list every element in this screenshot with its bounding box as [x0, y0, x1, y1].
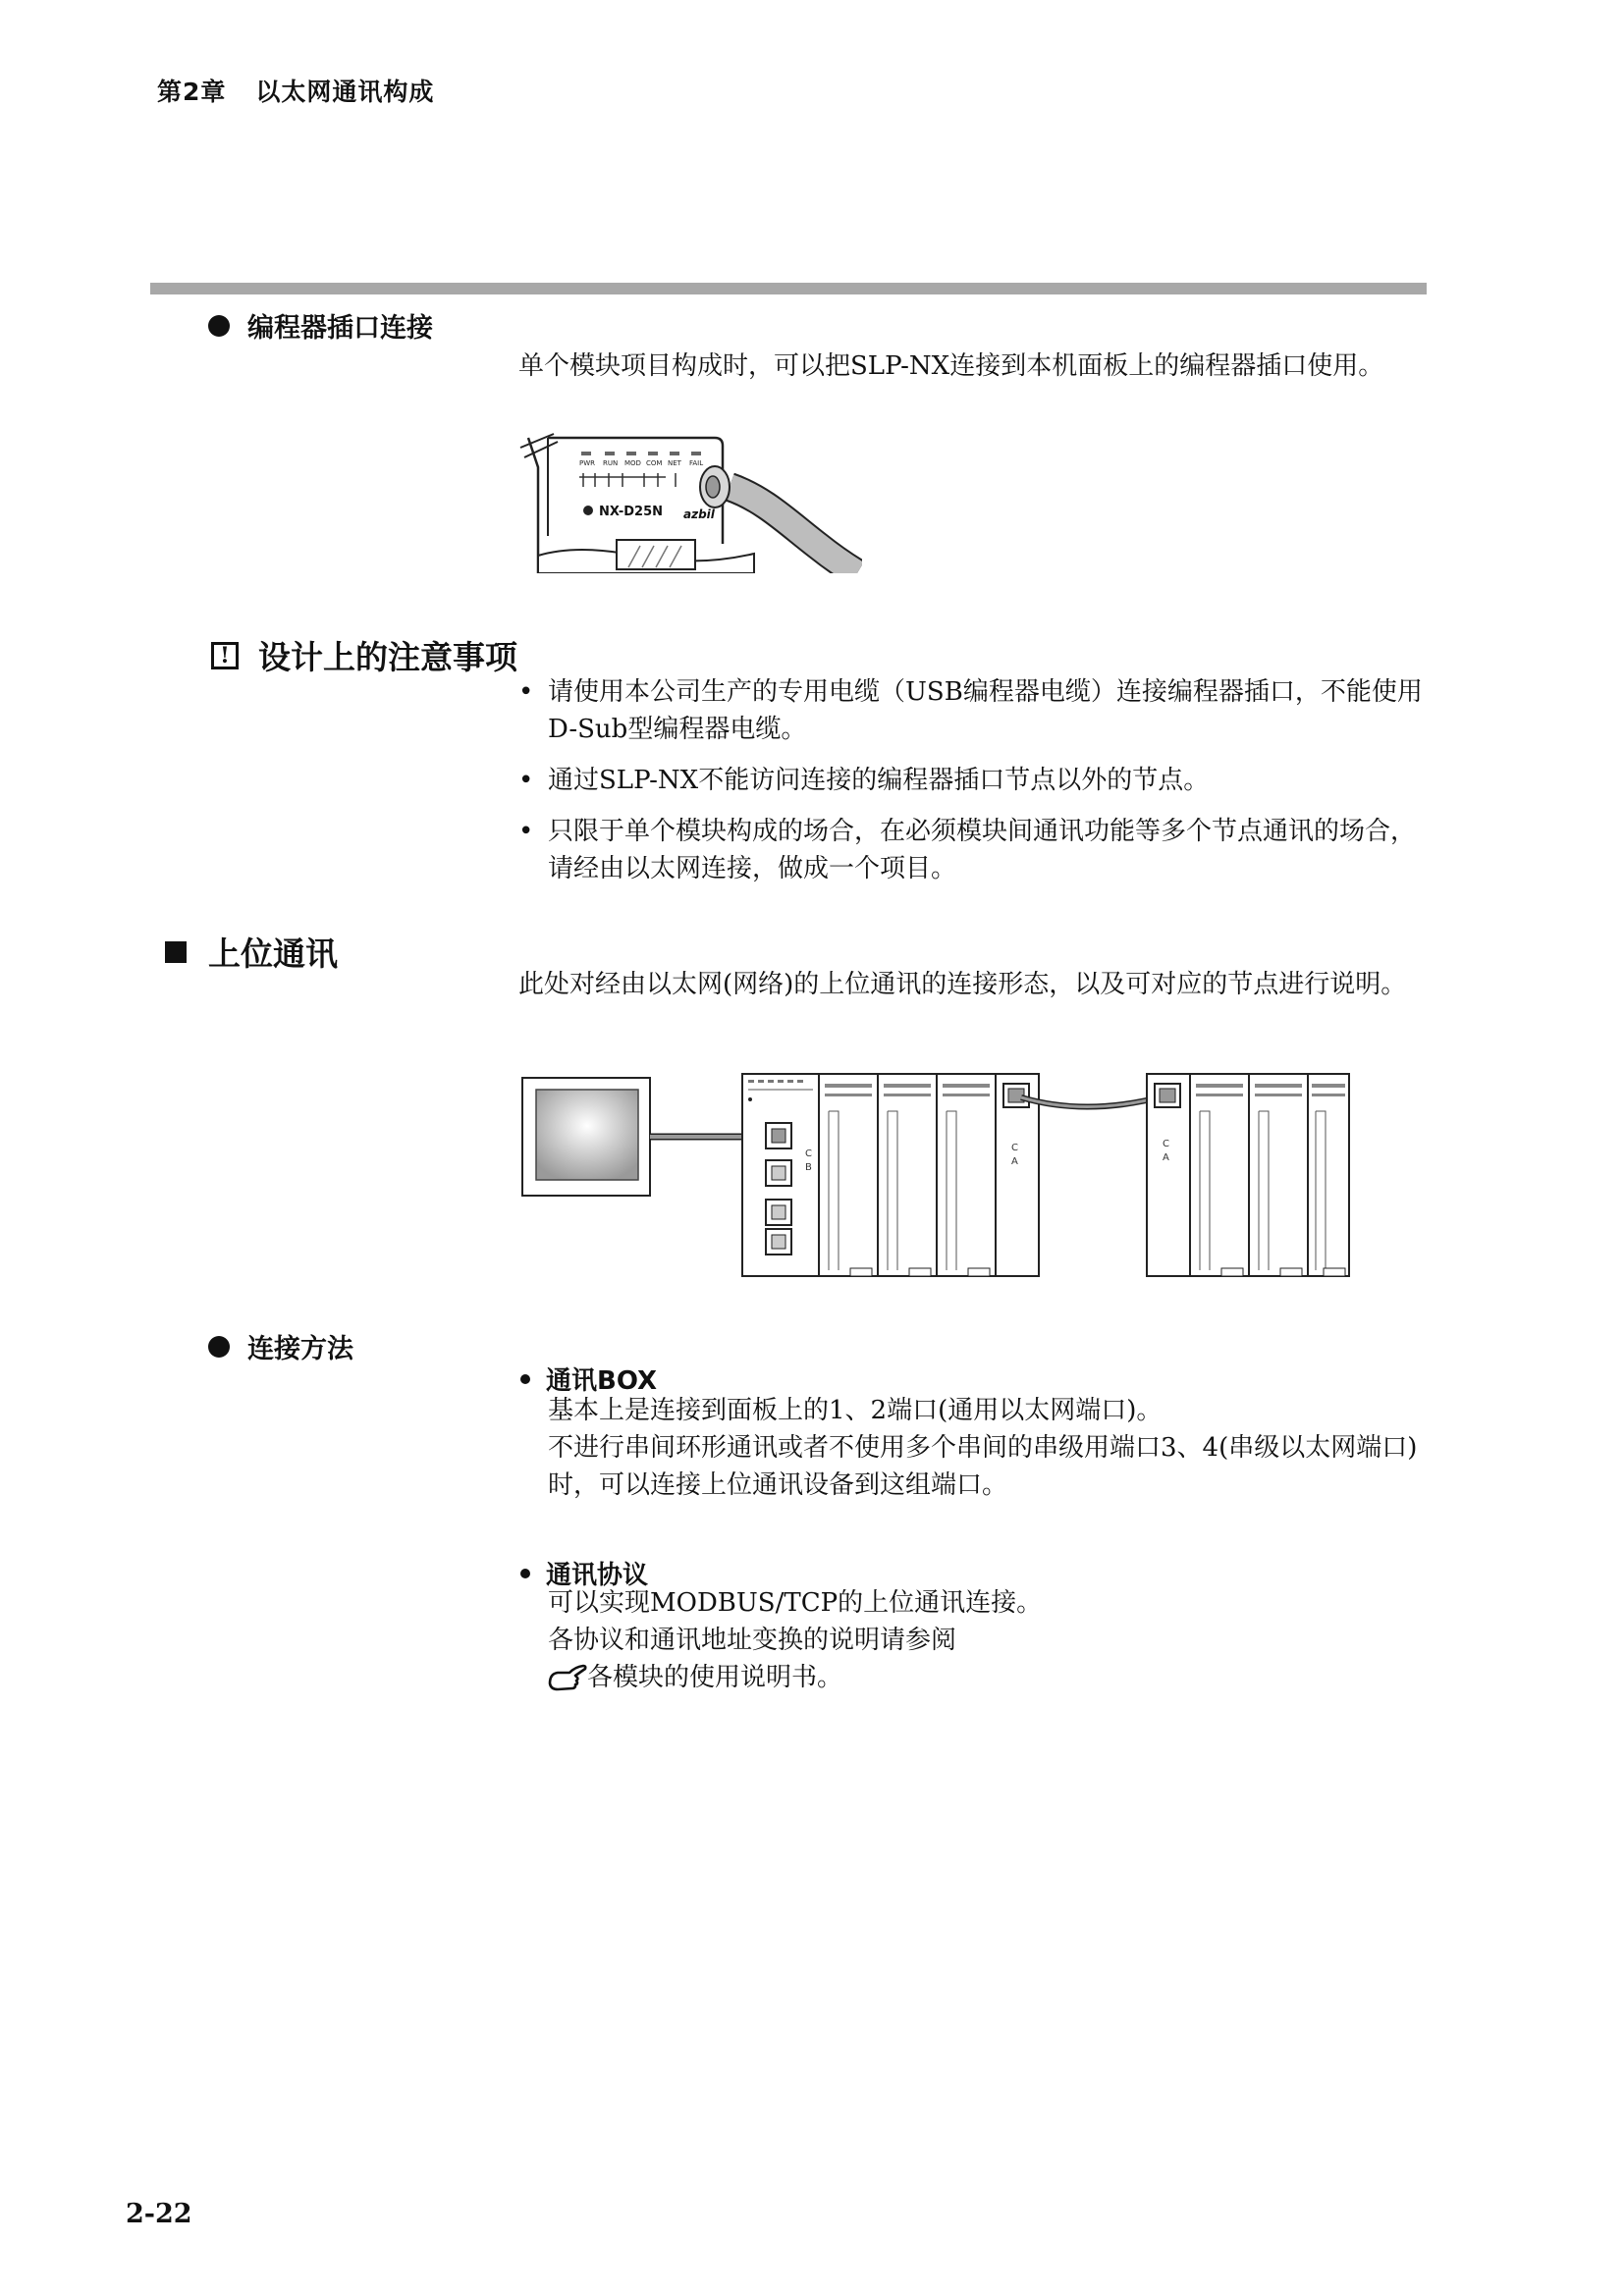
comm-box-title: 通讯BOX	[546, 1366, 658, 1396]
port-b-label: B	[805, 1162, 812, 1173]
programmer-port-heading	[208, 306, 433, 345]
square-bullet-icon	[165, 941, 187, 963]
led-label-fail: FAIL	[689, 459, 704, 467]
comm-box-line: 基本上是连接到面板上的1、2端口(通用以太网端口)。	[548, 1396, 1163, 1425]
module-model-label: NX-D25N	[599, 505, 663, 519]
port-a-label-2: A	[1163, 1152, 1169, 1163]
port-a-label-1: A	[1011, 1156, 1018, 1167]
caution-list	[518, 673, 1427, 887]
comm-protocol-body	[548, 1584, 1427, 1696]
section-rule	[150, 283, 1427, 294]
connection-method-heading	[208, 1327, 353, 1365]
bullet-dot-icon	[208, 315, 230, 337]
caution-item: • 通过SLP-NX不能访问连接的编程器插口节点以外的节点。	[518, 766, 1210, 795]
chapter-title: 以太网通讯构成	[255, 78, 435, 106]
led-label-net: NET	[668, 459, 681, 467]
caution-heading-text: 设计上的注意事项	[258, 638, 517, 676]
brand-logo: azbil	[683, 507, 715, 521]
caution-heading	[211, 632, 517, 678]
host-connection-figure	[518, 1062, 1353, 1280]
programmer-port-heading-text: 编程器插口连接	[247, 313, 433, 344]
comm-protocol-title: 通讯协议	[546, 1561, 649, 1590]
comm-protocol-line: 各协议和通讯地址变换的说明请参阅	[548, 1626, 957, 1655]
comm-protocol-line: 可以实现MODBUS/TCP的上位通讯连接。	[548, 1588, 1043, 1618]
led-label-mod: MOD	[624, 459, 641, 467]
pointing-hand-icon	[548, 1664, 587, 1691]
led-label-com: COM	[646, 459, 663, 467]
manual-reference: 各模块的使用说明书。	[548, 1659, 1427, 1696]
chapter-header	[157, 73, 434, 108]
port-c-label-3: C	[1163, 1139, 1169, 1149]
page-number: 2-22	[126, 2199, 192, 2229]
small-bullet-icon	[520, 1569, 530, 1578]
caution-item: • 只限于单个模块构成的场合，在必须模块间通讯功能等多个节点通讯的场合，请经由以太网连接，做成一个项目。	[518, 817, 1417, 883]
caution-icon: !	[211, 642, 239, 669]
programmer-port-body: 单个模块项目构成时，可以把SLP-NX连接到本机面板上的编程器插口使用。	[518, 351, 1384, 381]
caution-item: • 请使用本公司生产的专用电缆（USB编程器电缆）连接编程器插口，不能使用D-Sub型编程器电缆。	[518, 677, 1423, 744]
host-comm-heading-text: 上位通讯	[208, 934, 338, 973]
host-comm-heading	[165, 929, 338, 975]
bullet-dot-icon	[208, 1336, 230, 1358]
programmer-port-figure	[518, 430, 862, 573]
comm-box-body	[548, 1392, 1427, 1504]
led-label-run: RUN	[603, 459, 619, 467]
led-label-pwr: PWR	[579, 459, 596, 467]
small-bullet-icon	[520, 1374, 530, 1384]
comm-box-line: 不进行串间环形通讯或者不使用多个串间的串级用端口3、4(串级以太网端口)时，可以连接上位通讯设备到这组端口。	[548, 1433, 1418, 1500]
port-c-label-1: C	[805, 1148, 812, 1159]
connection-method-heading-text: 连接方法	[247, 1334, 353, 1364]
host-comm-body: 此处对经由以太网(网络)的上位通讯的连接形态，以及可对应的节点进行说明。	[518, 970, 1407, 999]
port-c-label-2: C	[1011, 1143, 1018, 1153]
chapter-number: 第2章	[157, 78, 227, 106]
